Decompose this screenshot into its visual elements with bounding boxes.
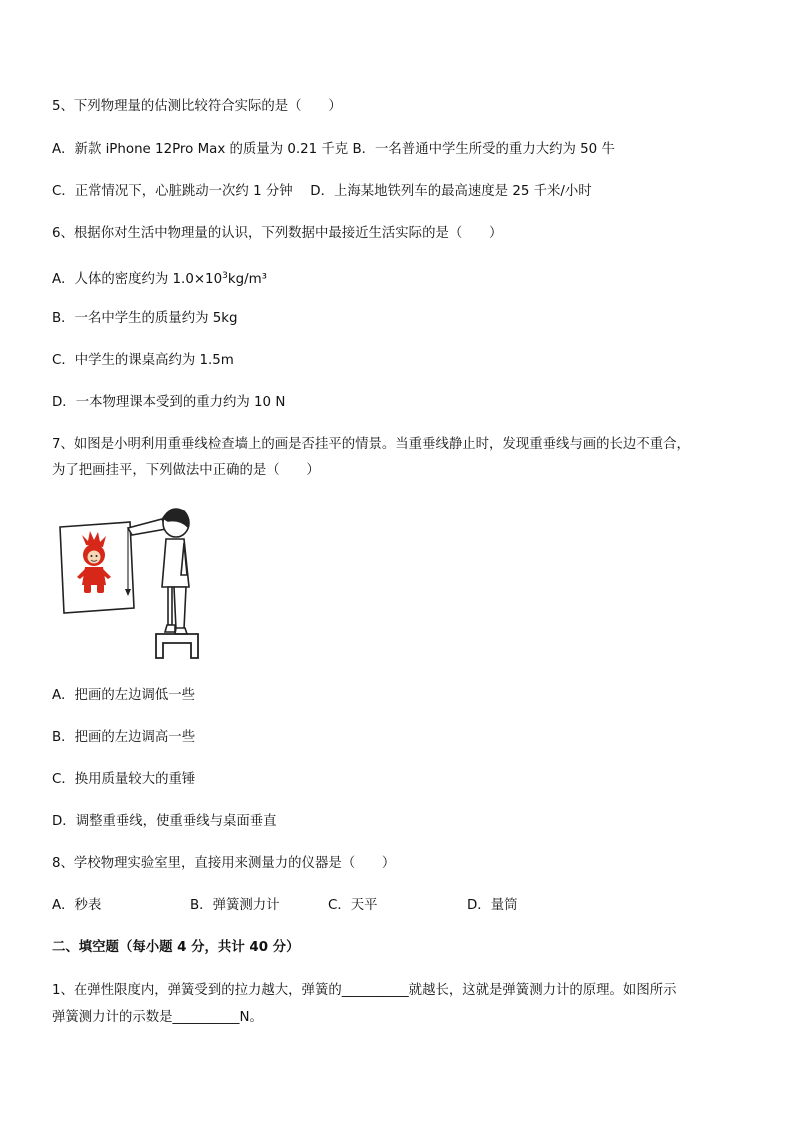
- fill1-line2: 弹簧测力计的示数是__________N。: [52, 1010, 263, 1025]
- q6-option-c: C．中学生的课桌高约为 1.5m: [52, 353, 234, 368]
- q7-stem-line2: 为了把画挂平，下列做法中正确的是（ ）: [52, 463, 320, 478]
- q7-option-c: C．换用质量较大的重锤: [52, 772, 196, 787]
- q6-option-a-exponent: 3: [222, 271, 228, 281]
- q5-options-line1: A．新款 iPhone 12Pro Max 的质量为 0.21 千克 B．一名普通中学生所受的重力大约为 50 牛: [52, 142, 615, 157]
- q7-option-b: B．把画的左边调高一些: [52, 730, 196, 745]
- q6-option-a: [52, 266, 267, 290]
- q7-option-d: D．调整重垂线，使重垂线与桌面垂直: [52, 814, 277, 829]
- q6-option-a-pre: A．人体的密度约为 1.0×10: [52, 272, 223, 287]
- q5-options-line2: C．正常情况下，心脏跳动一次约 1 分钟 D．上海某地铁列车的最高速度是 25 千米/小时: [52, 184, 592, 199]
- q7-option-a: A．把画的左边调低一些: [52, 688, 196, 703]
- q8-stem: 8、学校物理实验室里，直接用来测量力的仪器是（ ）: [52, 856, 396, 871]
- q6-option-b: B．一名中学生的质量约为 5kg: [52, 311, 238, 326]
- q7-stem-line1: 7、如图是小明利用重垂线检查墙上的画是否挂平的情景。当重垂线静止时，发现重垂线与画的长边不重合，: [52, 437, 690, 452]
- q6-option-a-unit: kg/m³: [227, 272, 268, 287]
- section2-title: 二、填空题（每小题 4 分，共计 40 分）: [52, 940, 300, 955]
- q8-option-c: C．天平: [328, 898, 378, 913]
- q8-option-a: A．秒表: [52, 898, 102, 913]
- q7-figure-plumb-line-picture: [50, 505, 210, 663]
- stool-illustration: [156, 634, 198, 658]
- q5-stem: 5、下列物理量的估测比较符合实际的是（ ）: [52, 99, 342, 114]
- person-illustration: [128, 509, 189, 634]
- q8-option-d: D．量筒: [467, 898, 518, 913]
- q6-stem: 6、根据你对生活中物理量的认识，下列数据中最接近生活实际的是（ ）: [52, 226, 503, 241]
- q8-option-b: B．弹簧测力计: [190, 898, 280, 913]
- fill1-line1: 1、在弹性限度内，弹簧受到的拉力越大，弹簧的__________就越长，这就是弹簧测力计的原理。如图所示: [52, 983, 677, 998]
- q8-options: [52, 896, 752, 916]
- q6-option-d: D．一本物理课本受到的重力约为 10 N: [52, 395, 286, 410]
